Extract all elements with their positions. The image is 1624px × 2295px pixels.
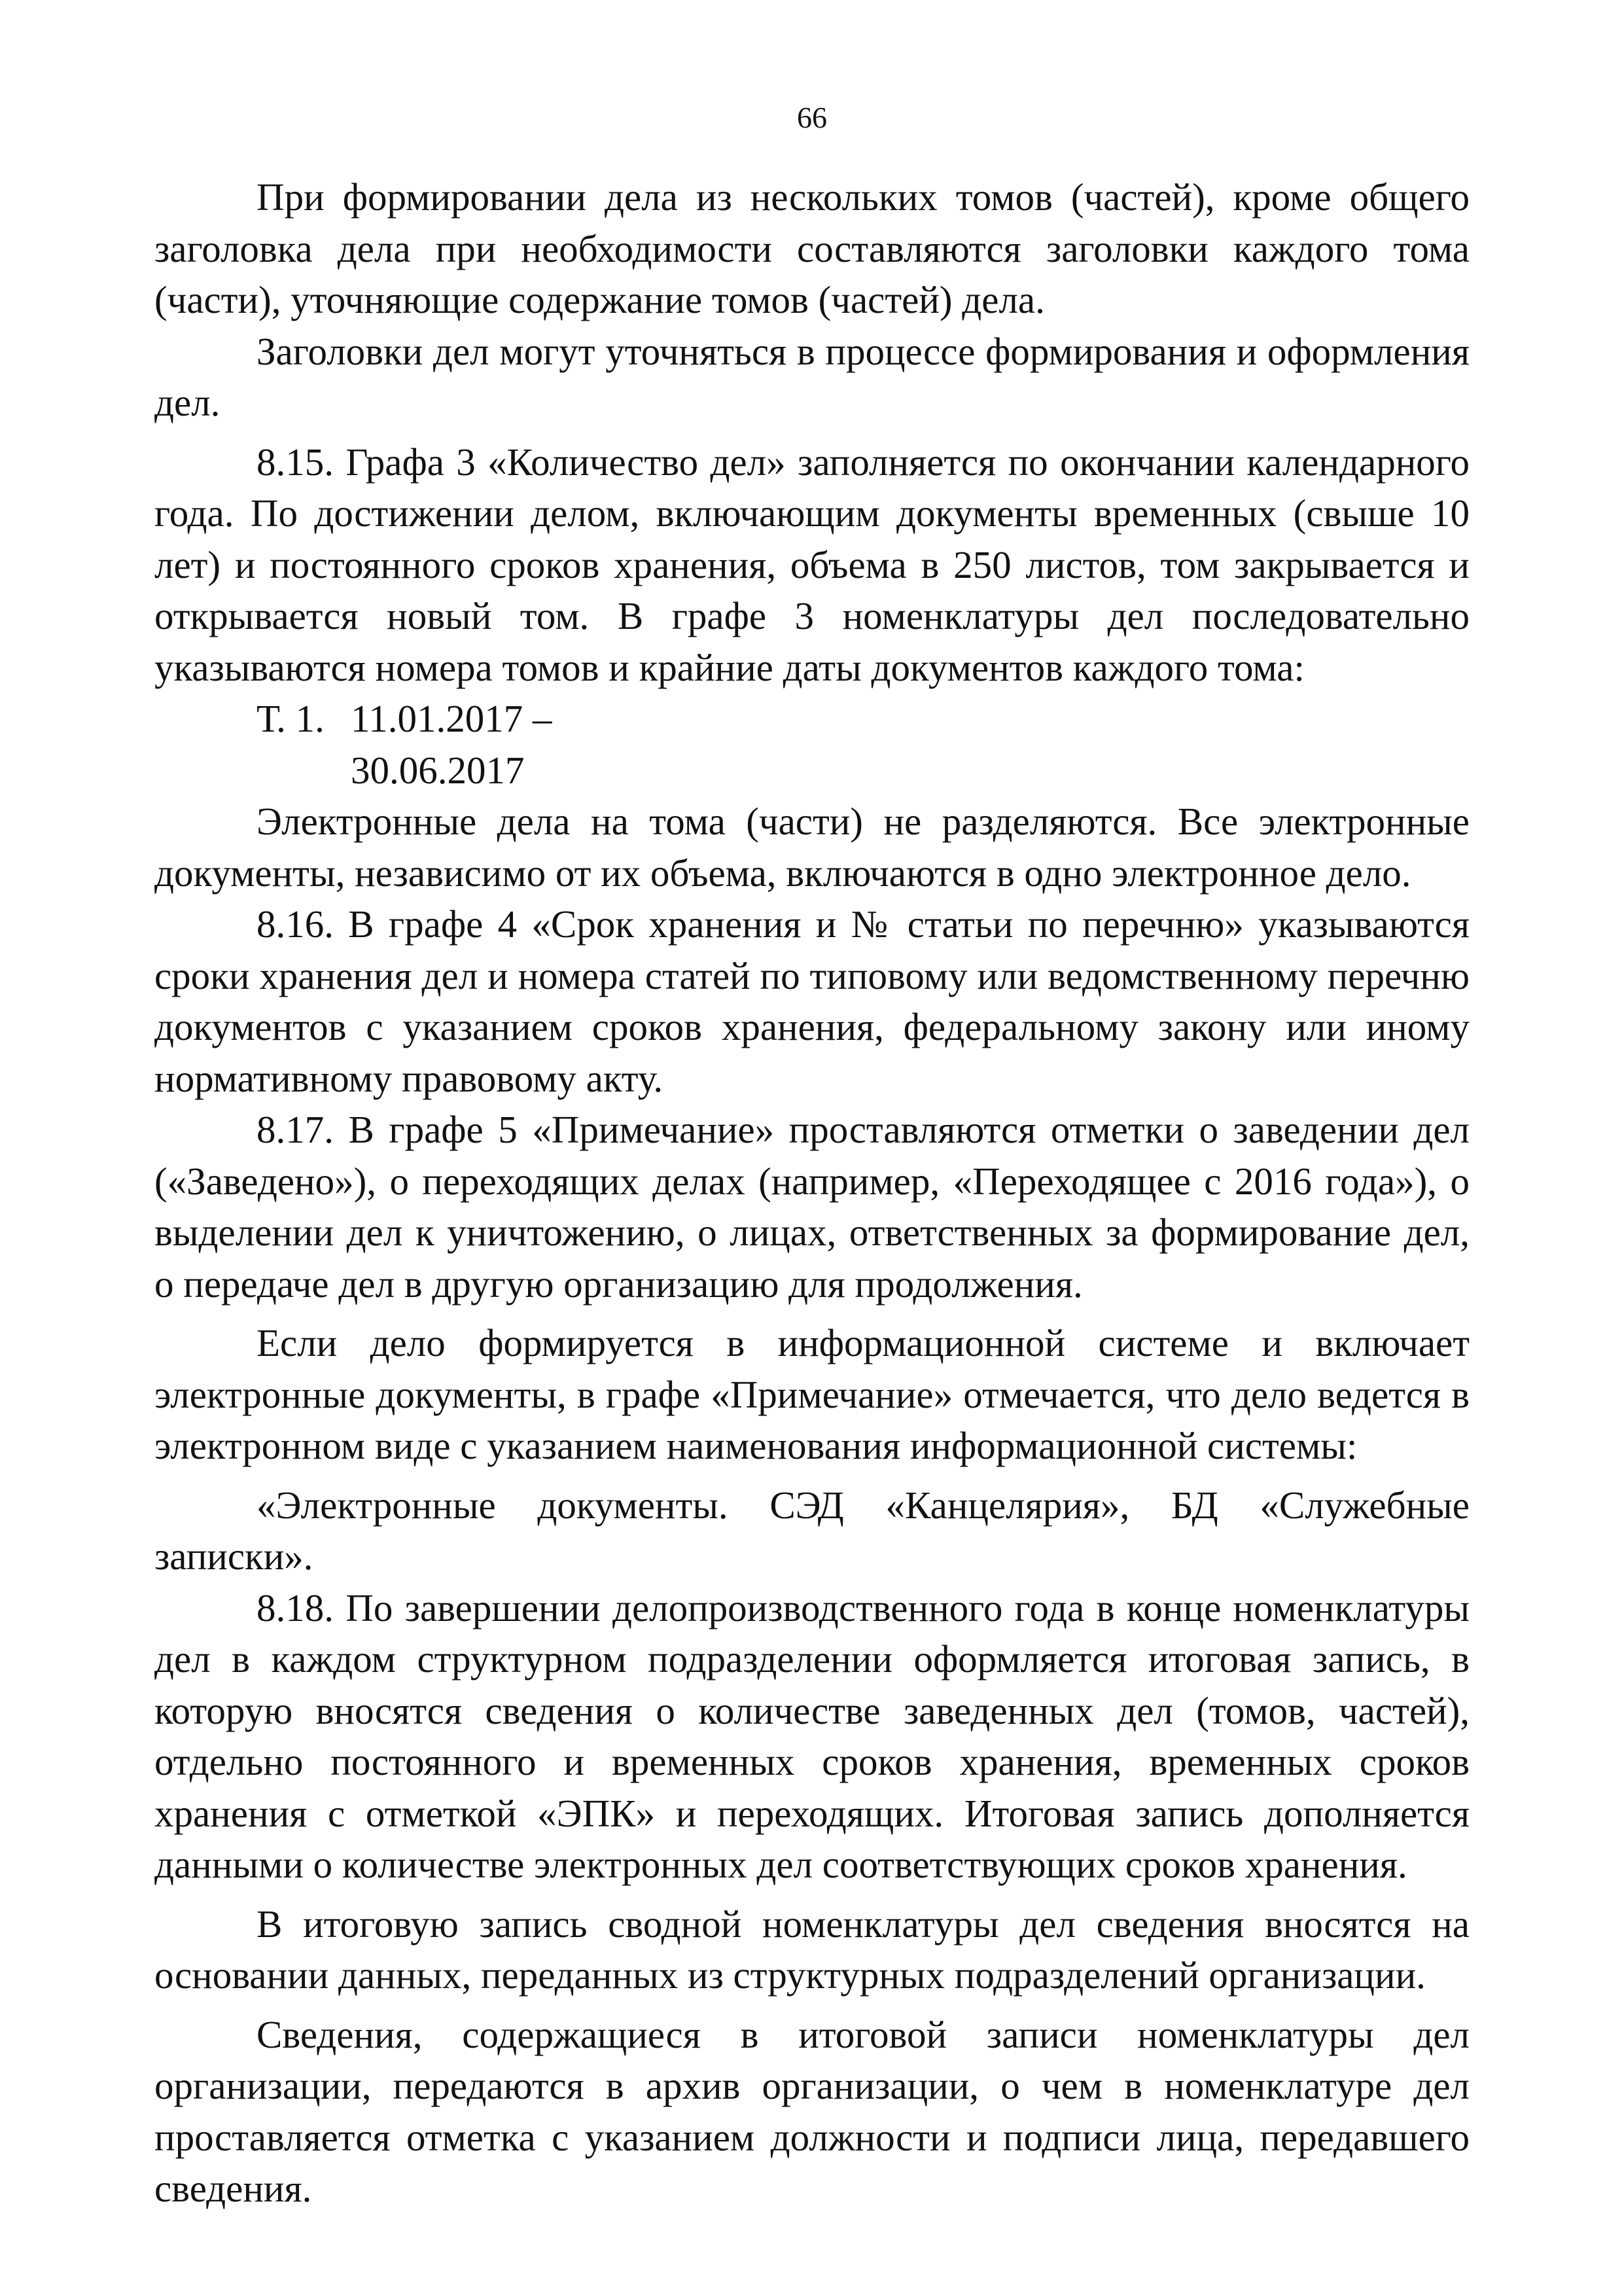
paragraph-archive-transfer: Сведения, содержащиеся в итоговой записи номенклатуры дел организации, передаются в архив организации, о чем в номенклатуре дел проставляется отметка с указанием должности и подписи лица, передавшего сведения. — [154, 2012, 1470, 2210]
volume-date-to: 30.06.2017 — [351, 748, 525, 792]
paragraph-8-15: 8.15. Графа 3 «Количество дел» заполняется по окончании календарного года. По достижении делом, включающим документы временных (свыше 10 лет) и постоянного сроков хранения, объема в 250 листов, том закрывается и открывается новый том. В графе 3 номенклатуры дел последовательно указываются номера томов и крайние даты документов каждого тома: — [154, 440, 1470, 689]
paragraph-8-17: 8.17. В графе 5 «Примечание» проставляются отметки о заведении дел («Заведено»), о переходящих делах (например, «Переходящее с 2016 года»), о выделении дел к уничтожению, о лицах, ответственных за формирование дел, о передаче дел в другую организацию для продолжения. — [154, 1108, 1470, 1306]
paragraph-example-note: «Электронные документы. СЭД «Канцелярия», БД «Служебные записки». — [154, 1483, 1470, 1578]
volume-date-from: 11.01.2017 – — [351, 697, 552, 740]
paragraph-electronic-volumes: Электронные дела на тома (части) не разделяются. Все электронные документы, независимо от их объема, включаются в одно электронное дело. — [154, 800, 1470, 895]
volume-date-example — [154, 693, 1470, 796]
paragraph-titles-clarification: Заголовки дел могут уточняться в процессе формирования и оформления дел. — [154, 329, 1470, 424]
paragraph-summary-record: В итоговую запись сводной номенклатуры дел сведения вносятся на основании данных, переданных из структурных подразделений организации. — [154, 1902, 1470, 1997]
paragraph-information-system: Если дело формируется в информационной системе и включает электронные документы, в графе «Примечание» отмечается, что дело ведется в электронном виде с указанием наименования информационной системы: — [154, 1321, 1470, 1467]
paragraph-volumes-titles: При формировании дела из нескольких томов (частей), кроме общего заголовка дела при необходимости составляются заголовки каждого тома (части), уточняющие содержание томов (частей) дела. — [154, 175, 1470, 321]
volume-label: Т. 1. — [256, 697, 325, 740]
page-number: 66 — [797, 101, 827, 134]
paragraph-8-18: 8.18. По завершении делопроизводственного года в конце номенклатуры дел в каждом структурном подразделении оформляется итоговая запись, в которую вносятся сведения о количестве заведенных дел (томов, частей), отдельно постоянного и временных сроков хранения, временных сроков хранения с отметкой «ЭПК» и переходящих. Итоговая запись дополняется данными о количестве электронных дел соответствующих сроков хранения. — [154, 1586, 1470, 1886]
document-body — [154, 171, 1470, 2215]
paragraph-8-16: 8.16. В графе 4 «Срок хранения и № статьи по перечню» указываются сроки хранения дел и номера статей по типовому или ведомственному перечню документов с указанием сроков хранения, федеральному закону или иному нормативному правовому акту. — [154, 902, 1470, 1100]
